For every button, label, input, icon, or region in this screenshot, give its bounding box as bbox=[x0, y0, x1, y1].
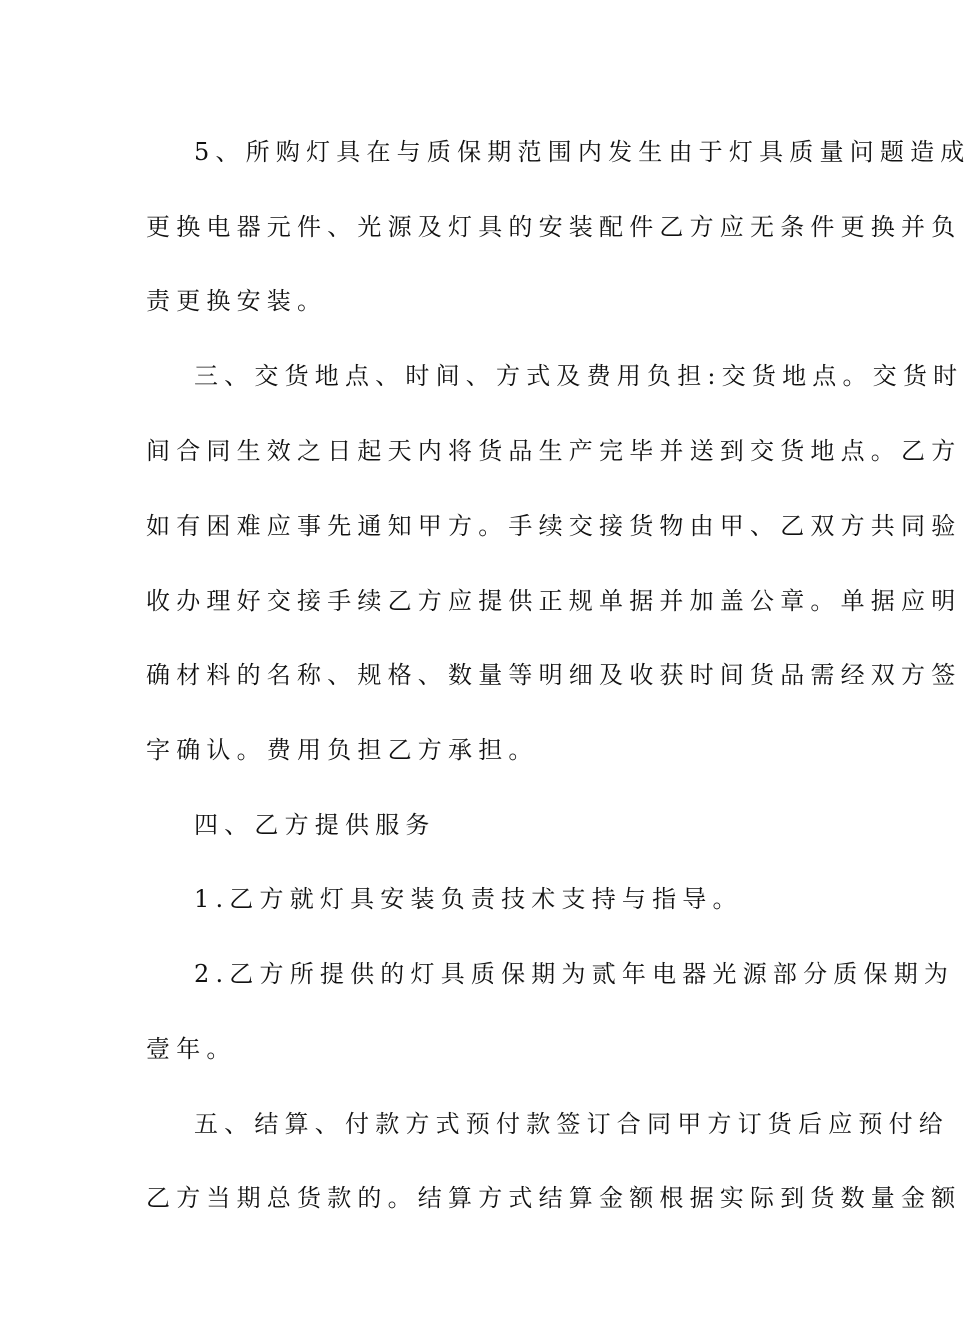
paragraph-line: 确材料的名称、规格、数量等明细及收获时间货品需经双方签 bbox=[146, 661, 962, 689]
paragraph-line: 乙方当期总货款的。结算方式结算金额根据实际到货数量金额 bbox=[146, 1184, 962, 1212]
paragraph-line: 壹年。 bbox=[146, 1035, 237, 1063]
paragraph-line: 三、交货地点、时间、方式及费用负担:交货地点。交货时 bbox=[194, 362, 964, 390]
paragraph-line: 五、结算、付款方式预付款签订合同甲方订货后应预付给 bbox=[194, 1110, 949, 1138]
paragraph-line: 责更换安装。 bbox=[146, 287, 328, 315]
paragraph-line: 更换电器元件、光源及灯具的安装配件乙方应无条件更换并负 bbox=[146, 213, 962, 241]
paragraph-line: 1.乙方就灯具安装负责技术支持与指导。 bbox=[194, 885, 743, 913]
section-heading: 四、乙方提供服务 bbox=[194, 811, 436, 839]
paragraph-line: 间合同生效之日起天内将货品生产完毕并送到交货地点。乙方 bbox=[146, 437, 962, 465]
paragraph-line: 收办理好交接手续乙方应提供正规单据并加盖公章。单据应明 bbox=[146, 587, 962, 615]
paragraph-line: 字确认。费用负担乙方承担。 bbox=[146, 736, 539, 764]
paragraph-line: 如有困难应事先通知甲方。手续交接货物由甲、乙双方共同验 bbox=[146, 512, 962, 540]
paragraph-line: 5、所购灯具在与质保期范围内发生由于灯具质量问题造成 bbox=[194, 138, 970, 166]
paragraph-line: 2.乙方所提供的灯具质保期为贰年电器光源部分质保期为 bbox=[194, 960, 955, 988]
